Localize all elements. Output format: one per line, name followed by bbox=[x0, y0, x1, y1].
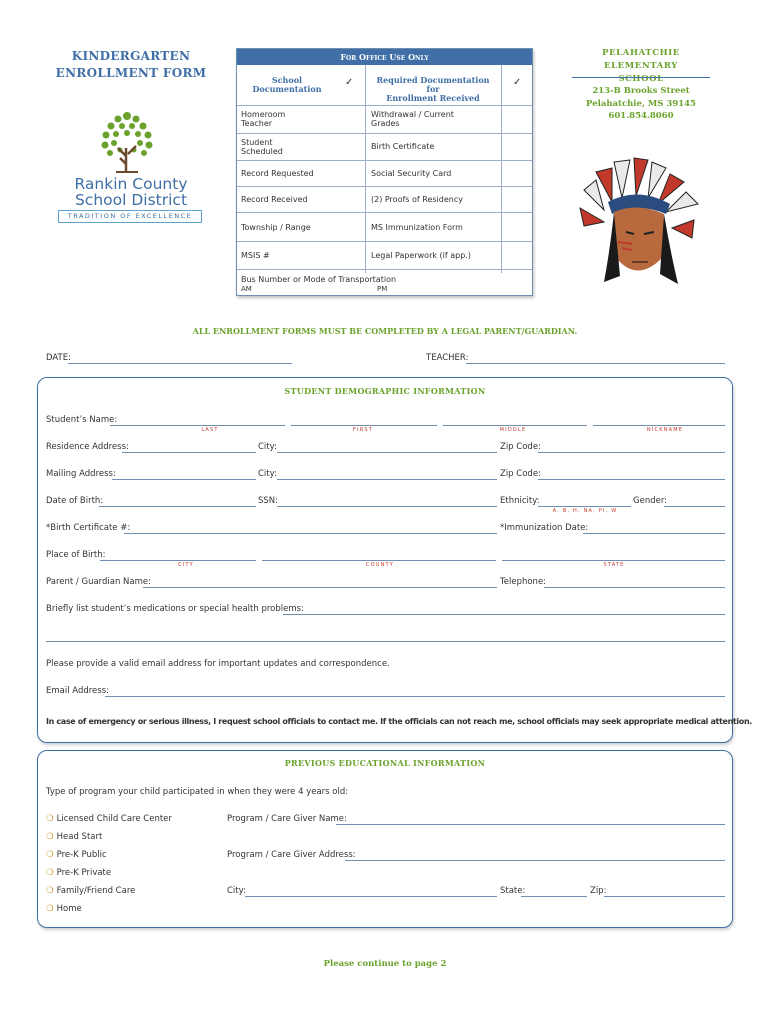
date-label: DATE: bbox=[46, 353, 71, 363]
ethnicity-sublabel: A, B, H, NA, PI, W bbox=[552, 508, 618, 514]
tree-logo-icon bbox=[96, 110, 158, 176]
option-label: Family/Friend Care bbox=[56, 886, 136, 896]
office-row-divider bbox=[237, 241, 532, 242]
middle-name-field[interactable] bbox=[443, 425, 587, 426]
nickname-field[interactable] bbox=[593, 425, 725, 426]
check-icon: ✓ bbox=[513, 77, 522, 88]
telephone-label: Telephone: bbox=[500, 577, 547, 587]
withdrawal-grades-cell: Withdrawal / Current Grades bbox=[371, 110, 454, 128]
record-requested-cell: Record Requested bbox=[241, 169, 314, 178]
mailing-zip-label: Zip Code: bbox=[500, 469, 541, 479]
msis-cell: MSIS # bbox=[241, 251, 270, 260]
state-sublabel: STATE bbox=[603, 562, 625, 568]
teacher-field[interactable] bbox=[466, 363, 725, 364]
option-family-friend-care[interactable] bbox=[46, 886, 135, 896]
birth-certificate-cell: Birth Certificate bbox=[371, 142, 435, 151]
nickname-sublabel: NICKNAME bbox=[646, 427, 684, 433]
middle-sublabel: MIDDLE bbox=[499, 427, 527, 433]
option-label: Head Start bbox=[56, 832, 103, 842]
last-name-field[interactable] bbox=[110, 425, 285, 426]
form-title bbox=[46, 48, 216, 82]
immunization-form-cell: MS Immunization Form bbox=[371, 223, 463, 232]
date-field[interactable] bbox=[68, 363, 292, 364]
demographic-title: STUDENT DEMOGRAPHIC INFORMATION bbox=[284, 386, 486, 396]
col-required-documentation: Required Documentation for Enrollment Received bbox=[376, 75, 490, 103]
check-icon: ✓ bbox=[345, 77, 354, 88]
continue-note: Please continue to page 2 bbox=[323, 959, 447, 969]
mailing-zip-field[interactable] bbox=[538, 479, 725, 480]
school-street: 213-B Brooks Street bbox=[592, 86, 690, 96]
program-state-label: State: bbox=[500, 886, 526, 896]
district-tagline: TRADITION OF EXCELLENCE bbox=[58, 210, 202, 223]
program-address-field[interactable] bbox=[345, 860, 725, 861]
program-name-field[interactable] bbox=[336, 824, 725, 825]
school-phone: 601.854.8060 bbox=[608, 111, 674, 121]
ethnicity-field[interactable] bbox=[538, 506, 631, 507]
col-school-documentation: School Documentation bbox=[252, 75, 322, 94]
office-row-divider bbox=[237, 105, 532, 106]
emergency-consent: In case of emergency or serious illness, I request school officials to contact me. If the officials can not reach me, school officials may seek appropriate medical attention. bbox=[46, 717, 752, 726]
social-security-cell: Social Security Card bbox=[371, 169, 452, 178]
immunization-field[interactable] bbox=[583, 533, 725, 534]
mascot-chief-icon bbox=[574, 150, 704, 290]
district-name-line2: School District bbox=[74, 191, 188, 209]
school-name-line2: SCHOOL bbox=[618, 74, 664, 84]
program-name-label: Program / Care Giver Name: bbox=[227, 814, 347, 824]
birth-cert-field[interactable] bbox=[124, 533, 497, 534]
legal-paperwork-cell: Legal Paperwork (if app.) bbox=[371, 251, 471, 260]
proofs-of-residency-cell: (2) Proofs of Residency bbox=[371, 195, 463, 204]
office-row-divider bbox=[237, 212, 532, 213]
option-label: Pre-K Public bbox=[56, 850, 107, 860]
office-row-divider bbox=[237, 160, 532, 161]
mailing-field[interactable] bbox=[112, 479, 256, 480]
option-prek-public[interactable] bbox=[46, 850, 107, 860]
city-sublabel: CITY bbox=[178, 562, 194, 568]
residence-zip-field[interactable] bbox=[538, 452, 725, 453]
dob-label: Date of Birth: bbox=[46, 496, 104, 506]
previous-education-title: PREVIOUS EDUCATIONAL INFORMATION bbox=[284, 758, 486, 768]
telephone-field[interactable] bbox=[544, 587, 725, 588]
office-row-divider bbox=[237, 133, 532, 134]
previous-education-panel bbox=[37, 750, 733, 928]
residence-zip-label: Zip Code: bbox=[500, 442, 541, 452]
birth-county-field[interactable] bbox=[262, 560, 496, 561]
student-scheduled-cell: Student Scheduled bbox=[241, 138, 283, 156]
radio-icon: ❍ bbox=[46, 868, 54, 878]
medications-label: Briefly list student’s medications or special health problems: bbox=[46, 604, 304, 614]
school-name bbox=[566, 47, 716, 86]
birth-cert-label: *Birth Certificate #: bbox=[46, 523, 131, 533]
gender-field[interactable] bbox=[664, 506, 725, 507]
program-state-field[interactable] bbox=[521, 896, 587, 897]
ethnicity-label: Ethnicity: bbox=[500, 496, 540, 506]
program-question: Type of program your child participated in when they were 4 years old: bbox=[46, 787, 349, 797]
school-city: Pelahatchie, MS 39145 bbox=[586, 98, 696, 109]
district-name-line1: Rankin County bbox=[74, 175, 188, 193]
school-address bbox=[566, 85, 716, 123]
residence-label: Residence Address: bbox=[46, 442, 129, 452]
program-city-label: City: bbox=[227, 886, 246, 896]
parent-label: Parent / Guardian Name: bbox=[46, 577, 152, 587]
office-row-divider bbox=[237, 269, 532, 270]
school-name-line1: PELAHATCHIE ELEMENTARY bbox=[602, 48, 680, 71]
gender-label: Gender: bbox=[633, 496, 668, 506]
legal-guardian-note: ALL ENROLLMENT FORMS MUST BE COMPLETED BY A LEGAL PARENT/GUARDIAN. bbox=[192, 326, 578, 336]
immunization-label: *Immunization Date: bbox=[500, 523, 589, 533]
radio-icon: ❍ bbox=[46, 904, 54, 914]
residence-city-field[interactable] bbox=[277, 452, 497, 453]
last-sublabel: LAST bbox=[201, 427, 219, 433]
program-zip-field[interactable] bbox=[604, 896, 725, 897]
birth-state-field[interactable] bbox=[502, 560, 725, 561]
parent-field[interactable] bbox=[143, 587, 497, 588]
option-licensed-child-care[interactable] bbox=[46, 814, 172, 824]
residence-field[interactable] bbox=[122, 452, 256, 453]
radio-icon: ❍ bbox=[46, 886, 54, 896]
first-sublabel: FIRST bbox=[352, 427, 374, 433]
bus-transport-label: Bus Number or Mode of Transportation bbox=[241, 275, 397, 284]
form-title-line2: ENROLLMENT FORM bbox=[55, 66, 207, 80]
student-name-label: Student’s Name: bbox=[46, 415, 118, 425]
mailing-label: Mailing Address: bbox=[46, 469, 116, 479]
dob-field[interactable] bbox=[99, 506, 256, 507]
residence-city-label: City: bbox=[258, 442, 277, 452]
county-sublabel: COUNTY bbox=[365, 562, 395, 568]
record-received-cell: Record Received bbox=[241, 195, 308, 204]
pm-label: PM bbox=[377, 285, 388, 293]
office-use-header: For Office Use Only bbox=[237, 49, 532, 65]
mailing-city-label: City: bbox=[258, 469, 277, 479]
program-zip-label: Zip: bbox=[590, 886, 607, 896]
school-divider bbox=[572, 77, 710, 78]
birth-city-field[interactable] bbox=[100, 560, 256, 561]
option-head-start[interactable] bbox=[46, 832, 102, 842]
mailing-city-field[interactable] bbox=[277, 479, 497, 480]
radio-icon: ❍ bbox=[46, 832, 54, 842]
ssn-field[interactable] bbox=[277, 506, 497, 507]
medications-field[interactable] bbox=[283, 614, 725, 615]
first-name-field[interactable] bbox=[291, 425, 437, 426]
email-label: Email Address: bbox=[46, 686, 109, 696]
teacher-label: TEACHER: bbox=[426, 353, 469, 363]
radio-icon: ❍ bbox=[46, 850, 54, 860]
program-address-label: Program / Care Giver Address: bbox=[227, 850, 356, 860]
office-row-divider bbox=[237, 186, 532, 187]
place-of-birth-label: Place of Birth: bbox=[46, 550, 106, 560]
form-title-line1: KINDERGARTEN bbox=[71, 49, 191, 63]
am-label: AM bbox=[241, 285, 252, 293]
homeroom-teacher-cell: Homeroom Teacher bbox=[241, 110, 286, 128]
option-label: Pre-K Private bbox=[56, 868, 112, 878]
radio-icon: ❍ bbox=[46, 814, 54, 824]
email-note: Please provide a valid email address for important updates and correspondence. bbox=[46, 659, 390, 669]
township-range-cell: Township / Range bbox=[241, 223, 311, 232]
option-prek-private[interactable] bbox=[46, 868, 111, 878]
option-home[interactable] bbox=[46, 904, 82, 914]
email-field[interactable] bbox=[105, 696, 725, 697]
medications-field-2[interactable] bbox=[46, 641, 725, 642]
ssn-label: SSN: bbox=[258, 496, 279, 506]
option-label: Home bbox=[56, 904, 82, 914]
office-use-box bbox=[236, 48, 533, 296]
program-city-field[interactable] bbox=[245, 896, 497, 897]
option-label: Licensed Child Care Center bbox=[56, 814, 172, 824]
